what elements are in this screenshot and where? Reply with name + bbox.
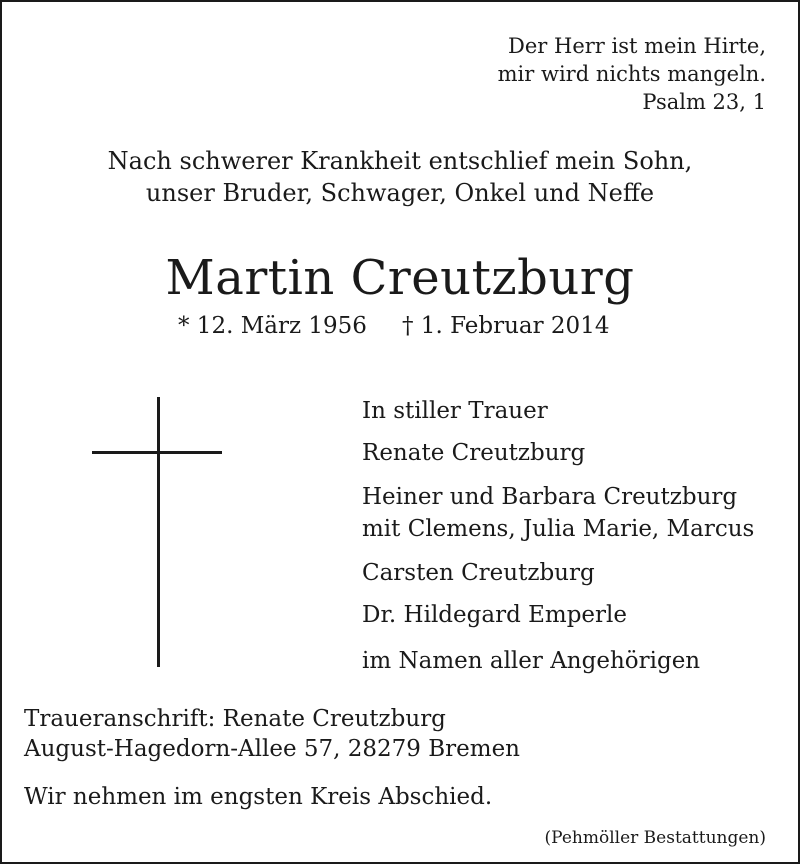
mourner-name: Dr. Hildegard Emperle — [362, 602, 627, 628]
psalm-line-2: mir wird nichts mangeln. — [497, 62, 766, 86]
intro-line-2: unser Bruder, Schwager, Onkel und Neffe — [145, 179, 655, 207]
farewell-note: Wir nehmen im engsten Kreis Abschied. — [24, 784, 493, 810]
undertaker-credit: (Pehmöller Bestattungen) — [544, 828, 766, 848]
deceased-name: Martin Creutzburg — [165, 250, 635, 306]
cross-vertical-bar — [157, 397, 160, 667]
address-line-2: August-Hagedorn-Allee 57, 28279 Bremen — [24, 736, 520, 762]
psalm-line-1: Der Herr ist mein Hirte, — [508, 34, 766, 58]
mourner-name: Carsten Creutzburg — [362, 560, 595, 586]
birth-date: * 12. März 1956 — [178, 313, 367, 339]
mourner-name: mit Clemens, Julia Marie, Marcus — [362, 516, 755, 542]
mourner-name: Heiner und Barbara Creutzburg — [362, 484, 738, 510]
mourners-closing: im Namen aller Angehörigen — [362, 648, 701, 674]
intro-line-1: Nach schwerer Krankheit entschlief mein Sohn, — [107, 147, 693, 175]
psalm-reference: Psalm 23, 1 — [642, 90, 766, 114]
cross-horizontal-bar — [92, 451, 222, 454]
address-line-1: Traueranschrift: Renate Creutzburg — [24, 706, 446, 732]
death-date: † 1. Februar 2014 — [402, 313, 610, 339]
mourner-name: Renate Creutzburg — [362, 440, 586, 466]
mourners-heading: In stiller Trauer — [362, 398, 548, 424]
